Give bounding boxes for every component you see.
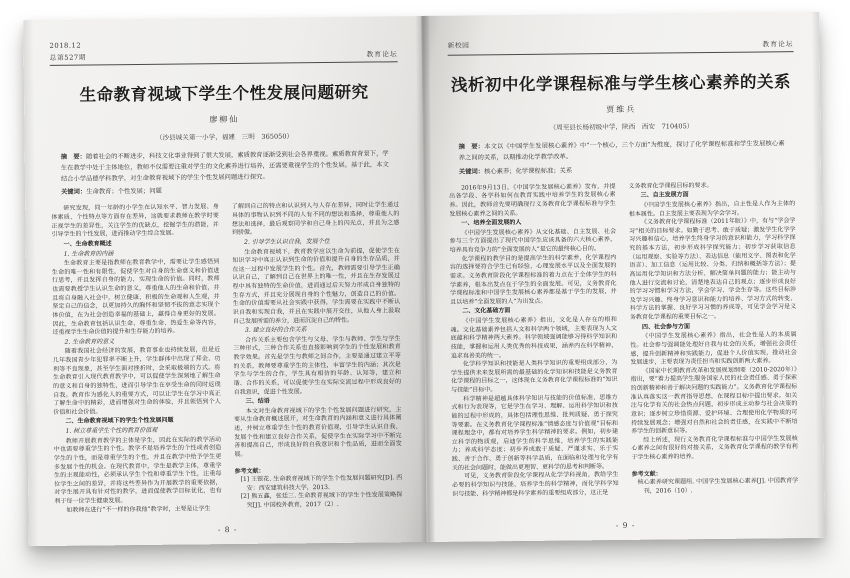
- keywords-text: 生命教育；个性发展；问题: [86, 188, 162, 197]
- section-heading: 四、社会参与方面: [641, 322, 691, 331]
- right-page-body: [449, 181, 798, 516]
- section-heading: 三、结语: [245, 397, 270, 406]
- body-paragraph: 随着我国社会经济的发展，教育事业也持续发展，但是近几年我国青少年犯罪率不断上升，学生群体中出现了拜金、功利等不良现象，甚至学生面对挫折时，会采取极端的方式。将生命教育引入现代教育教学中，可以促使学生深刻地了解生命的意义和自身的独特性，进而引导学生在享受生命的同时返璞自我。教育作为感化人的重要方式，可以让学生在学习中真正了解生命中的精彩，进而增强对生命的体验，并且领悟到个人价值和社会价值。: [52, 346, 221, 416]
- left-page-body: [51, 202, 402, 520]
- body-paragraph: 科学精神是超越具体科学知识与技能的价值标准、思维方式和行为表现等，它是学生在学习、理解、运用科学知识和技能的过程中形成的，具体包括理性思维、批判质疑、勇于探究等要素。在义务教育化学课程标准“情感态度与价值观”目标和课程理念中，都有对培养学生科学精神的要求。例如，初步建立科学的物质观，启迪学生的科学思维，培养学生的实践能力；养成科学态度；初步养成敢于质疑、严谨求实、乐于实践、善于合作、勇于创新等科学品质，在面临和处理与化学有关的社会问题时，能做出更理智、更科学的思考和判断等。: [451, 393, 619, 472]
- right-page-content: [421, 12, 824, 542]
- body-paragraph: 《中国学生发展核心素养》指出，文化是人存在的根和魂。文化基础素养包括人文和科学两个领域，主要表现为人文底蕴和科学精神两大素养。科学领域强调能够习得科学知识和技能，掌握和运用人类优秀的科技成果，涵养内在科学精神，追求真善美的统一。: [450, 316, 618, 360]
- left-page-content: [23, 16, 426, 546]
- body-paragraph: 化学科学知识和技能是人类科学知识的重要组成部分，为学生提供未来发展所需的最基础的化学知识和技能是义务教育化学课程的目标之一，这体现在义务教育化学课程标准的“知识与技能”目标中。: [450, 359, 618, 394]
- abstract-text-2: 本文以《中国学生发展核心素养》中“一个核心，三个方面”为维度，探讨了化学课程标准和学生发展核心素养之间的关系，以期推动化学教学改革。: [458, 140, 785, 162]
- body-paragraph: 《义务教育化学课程标准（2011年版）》中，有与“学会学习”相关的目标要求。如勤于思考、敢于质疑；激发学生化学学习兴趣和信心，培养学生终身学习的意识和能力，学习科学探究的基本方法，初步形成科学探究能力；初步学习获取信息（运用观察、实验等方法）、表达信息（能用文字、图表和化学语言）、加工信息（运用比较、分类、归纳和概括等方法）；提高运用化学知识和方法分析、解决简单问题的能力；能主动与他人进行交流和讨论，清楚地表达自己的观点；逐步形成良好的学习习惯和学习方法，学会学习、学会生存等。这些目标涉及学习兴趣、终身学习意识和能力的培养、学习方式的转变、科学方法的掌握、良好学习习惯的养成等，可见学会学习是义务教育化学课程的重要目标之一。: [628, 217, 797, 321]
- right-page-column-2: [629, 181, 799, 514]
- references-label: 参考文献：: [631, 470, 662, 478]
- abstract: [61, 149, 389, 185]
- section-heading: 一、生命教育概述: [63, 240, 112, 248]
- body-paragraph: 教师开展教育教学的主体是学生，因此在实际的教学活动中也需要尊重学生的个性。教学不是培养学生的个性或者创造学生的个性，而是尊重学生的个性，并且在教学中给予学生更多发展个性的机会。在现代教育中，学生是教学主体，尊重学生的主观能动性，必须承认学生个性和尊重学生个性，注重每位学生之间的差异，并将这些差异作为开展教学的重要依据，对学生展开具有针对性的教学，进而促使教学目标优化，也有利于每一位学生健康发展。: [53, 435, 222, 505]
- keywords-2: [459, 163, 785, 175]
- references-label: 参考文献：: [234, 467, 265, 475]
- body-paragraph: 可见，义务教育阶段化学课程从化学学科视角，教给学生必要的科学知识与技能、培养学生的科学精神，而化学科学知识与技能、科学精神都是科学素养的重要组成部分，这正是: [452, 471, 619, 498]
- section-heading: 二、文化基础方面: [462, 307, 511, 316]
- abstract-label: 摘 要：: [60, 153, 86, 161]
- journal-section: 教育论坛: [366, 50, 398, 59]
- open-book: [23, 12, 824, 546]
- subsection-heading: 3. 建立良好的合作关系: [244, 326, 307, 335]
- left-page-column-1: [51, 204, 222, 520]
- reference-item: 核心素养研究课题组. 中国学生发展核心素养[J]. 中国教育学刊，2016（10）.: [637, 477, 799, 495]
- article-title: 生命教育视域下学生个性发展问题研究: [79, 82, 369, 105]
- right-page-column-1: [449, 183, 619, 516]
- body-paragraph: 综上所述，现行义务教育化学课程标准与中国学生发展核心素养之间有很好的对接关系，义务教育化学课程的教学有利于学生核心素养的培养。: [631, 434, 798, 461]
- left-page: [23, 16, 426, 546]
- left-page-header: [49, 38, 397, 66]
- author-affiliation: （沙县城关第一小学，福建 三明 365050）: [155, 132, 294, 142]
- body-paragraph: 本文对生命教育视域下的学生个性发展问题进行研究，主要从生命教育概述展开，对生命教育的内涵和意义进行具体阐述，并树立尊重学生个性的教育价值观，引导学生认识自我、发展个性和建立良好合作关系，促使学生在实际学习中不断完善和提高自己，形成良好的自我意识和个性品质，进而全面发展。: [233, 406, 402, 458]
- section-heading: 二、生命教育视域下的学生个性发展问题: [65, 417, 174, 426]
- body-paragraph: 《中国学生发展核心素养》指出，自主性是人作为主体的根本属性。自主发展主要表现为学会学习。: [628, 200, 796, 218]
- author-affiliation-2: （周至县长杨初级中学，陕西 西安 710405）: [549, 122, 694, 132]
- abstract-text: 随着社会的不断进步，科技文化事业得到了很大发展，素质教育逐渐受到社会各界重视。素质教育背景下，学生在教学中处于主体地位，教师不仅需要注重对学生的文化素养进行培养，还需要重视学生的个性发展。基于此，本文结合小学品德学科教学，对生命教育视域下的学生个性发展问题进行探究。: [60, 150, 389, 183]
- left-header-issue-block: [49, 42, 86, 62]
- body-paragraph: 《中国学生发展核心素养》指出，社会性是人的本质属性。社会参与强调能处理好自我与社会的关系，增强社会责任感，提升创新精神和实践能力，促进个人价值实现，推动社会发展进步，主要表现为责任担当和实践创新两大素养。: [630, 331, 797, 366]
- body-paragraph: 2016年9月13日，《中国学生发展核心素养》发布，并提出各学段、各学科如何在教育实践中培养学生的发展核心素养。因此，教师首先要明确现行义务教育化学课程标准与学生发展核心素养之间的关系。: [449, 182, 616, 218]
- journal-section-2: 教育论坛: [762, 40, 794, 49]
- body-paragraph: 生命教育视域下，教育教学应以生命为前提，促使学生在知识学习中真正认识到生命的价值和提升自身的生存品质，并在这一过程中发展学生的个性。首先，教师需要引导学生正确认识自己，了解到自己在世界上的唯一性，并且在生存发展过程中具有独特的生命价值，进而通过后天努力形成自身独特的生存方式，并且充分展现自身的个性魅力，创造自己的价值。生命的价值需要从社会实践中获得，学生需要在实践中不断认识自我和实现自我，并且在实践中展开交往，从他人身上汲取自己发展所需的养分，进而沉淀自己的特性。: [232, 246, 401, 325]
- author-name: 廖柳仙: [209, 114, 240, 125]
- journal-name: 新校园: [447, 41, 470, 50]
- article-title-2: 浅析初中化学课程标准与学生核心素养的关系: [450, 72, 792, 95]
- body-paragraph: 化学课程的教学目的是提高学生的科学素养，化学课程内容的选择要符合学生已有经验、心理发展水平以及全面发展的需求。义务教育阶段化学课程标准的着力点在于全体学生的科学素养，根本出发点在于学生的全面发展。可见，义务教育化学课程标准和中国学生发展核心素养都是基于学生的发展，并且以培养“全面发展的人”为出发点。: [449, 253, 617, 306]
- abstract-label-2: 摘 要：: [458, 143, 485, 151]
- keywords-text-2: 核心素养；化学课程标准；关系: [484, 167, 573, 176]
- keywords: [61, 184, 389, 196]
- body-paragraph: 生命教育主要是指教师在教育教学中，需要让学生感悟到生命的唯一性和有限性，促使学生对自身的生命意义和价值进行思考，并且发挥自身的能力，实现生命的价值。同时，教师也需要教授学生认识生命的意义，尊重他人的生命和价值，并且将自身融入社会中，树立健康、积极的生命观和人生观，并坚定自己的信念，以更加持久的胸怀和坚韧不拔的意志实现个体价值，在为社会创造幸福的基础上，赢得自身更好的发展。因此，生命教育包括认识生命、尊重生命、热爱生命等内容，还重视学生生命价值的提升和生存能力的培养。: [51, 258, 220, 337]
- section-heading: 一、培养全面发展的人: [461, 219, 522, 227]
- body-paragraph: 研究发现，同一年龄的小学生在认知水平、智力发展、身体素质、个性特点等方面存在差异，这就要求教师在教学时要正视学生的差异性，关注学生的优缺点，挖掘学生的潜能，并引导学生的个性发展，进而推动学生综合发展。: [51, 203, 219, 239]
- body-paragraph: 《国家中长期教育改革和发展规划纲要（2010-2020年）》指出，要“着力提高学生服务国家人民的社会责任感、勇于探索的创新精神和善于解决问题的实践能力”。义务教育化学课程标准认真落实这一教育指导思想，在课程目标中提出要求。如关注与化学有关的社会热点问题，初步形成主动参与社会决策的意识；逐步树立珍惜资源、爱护环境、合理使用化学物质的可持续发展观念；增强对自然和社会的责任感，在实践中不断培养学生的创新意识等。: [630, 365, 798, 435]
- right-page-header: [447, 36, 793, 56]
- right-page: [421, 12, 824, 542]
- body-paragraph: 义务教育化学课程目标的要求。: [628, 181, 713, 190]
- page-number-2: - 9 -: [615, 520, 636, 531]
- section-heading: 三、自主发展方面: [640, 191, 689, 200]
- body-paragraph: 合作关系主要包含学生与父母、学生与教师、学生与学生三种形式，三种合作关系也直接影响到学生的个性发展和教育教学效果。首先是学生与教师之间合作，主要是通过建立平等的关系，教师要尊重学生的主体性，丰富学生的内涵；其次是学生与学生的合作，学生具有相仿的年龄、认知等，建立和谐、合作的关系，可以促使学生在实际交流过程中形成良好的自我意识，促进个性发展。: [233, 335, 402, 396]
- right-header-issue-block: [447, 40, 469, 52]
- reference-item: [1] 王银花. 生命教育视域下的学生个性发展问题研究[D]. 西安：西安建筑科技大学，2013.: [240, 474, 403, 492]
- subsection-heading: 1. 生命教育的内涵: [63, 249, 114, 258]
- page-number: - 8 -: [217, 524, 238, 535]
- journal-date: 2018.12: [49, 41, 82, 50]
- author-name-2: 贾维兵: [606, 104, 637, 115]
- subsection-heading: 1. 树立尊重学生个性的教育价值观: [65, 426, 158, 435]
- left-page-column-2: [232, 202, 403, 518]
- body-paragraph: 如教师在进行“不一样的你我他”教学时，主要是让学生: [66, 504, 211, 514]
- body-paragraph: 《中国学生发展核心素养》从文化基础、自主发展、社会参与三个方面提出了现代中国学生应该具备的六大核心素养，培养具有竞争力的“全面发展的人”是它的最终核心目的。: [449, 227, 617, 254]
- subsection-heading: 2. 生命教育的意义: [64, 338, 115, 346]
- journal-issue: 总第527期: [49, 53, 87, 62]
- subsection-heading: 2. 引导学生认识自我，发展个性: [244, 237, 330, 246]
- abstract-2: [459, 139, 785, 164]
- reference-item: [2] 熊五鑫，张廷三. 生命教育视域下的学生个性发展策略探究[J]. 中国校外教育，2017（2）.: [240, 491, 403, 509]
- keywords-label: 关键词：: [61, 189, 87, 197]
- keywords-label-2: 关键词：: [458, 168, 485, 176]
- body-paragraph: 了解到自己的特点和认识到人与人存在差异，同时让学生通过具体的事物认识到不同的人有不同的想法和选择，尊重他人的想法和选择，最后观察同学和自己身上的闪光点，并且为之感到骄傲。: [231, 201, 400, 237]
